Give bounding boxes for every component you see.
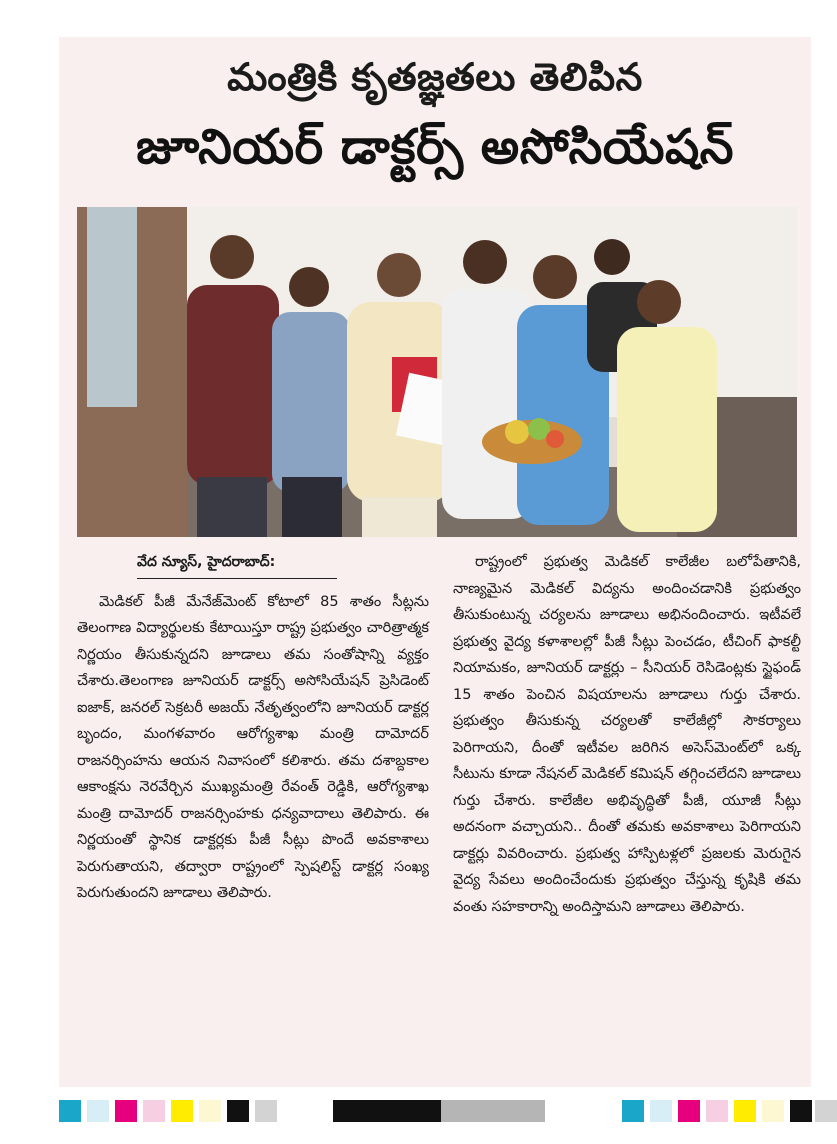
color-swatch-yellow [734,1100,756,1122]
newspaper-clipping [59,37,811,1087]
color-swatch-black [790,1100,812,1122]
headline-line-2: జూనియర్ డాక్టర్స్ అసోసియేషన్ [136,119,734,175]
color-swatch-gray [815,1100,837,1122]
article-column-2 [453,549,801,920]
article-paragraph-1: మెడికల్ పీజీ మేనేజ్‌మెంట్ కోటాలో 85 శాతం సీట్లను తెలంగాణ విద్యార్థులకు కేటాయిస్తూ రాష్ట్ర ప్రభుత్వం చారిత్రాత్మక నిర్ణయం తీసుకున్నదని జూడాలు తమ సంతోషాన్ని వ్యక్తం చేశారు.తెలంగాణ జూనియర్ డాక్టర్స్ అసోసియేషన్ ప్రెసిడెంట్ ఐజాక్, జనరల్ సెక్రటరీ అజయ్ నేతృత్వంలోని జూనియర్ డాక్టర్ల బృందం, మంగళవారం ఆరోగ్యశాఖ మంత్రి దామోదర్ రాజనర్సింహను ఆయన నివాసంలో కలిశారు. తమ దశాబ్దకాల ఆకాంక్షను నెరవేర్చిన ముఖ్యమంత్రి రేవంత్ రెడ్డికి, ఆరోగ్యశాఖ మంత్రి దామోదర్ రాజనర్సింహకు ధన్యవాదాలు తెలిపారు. ఈ నిర్ణయంతో స్థానిక డాక్టర్లకు పీజీ సీట్లు పొందే అవకాశాలు పెరుగుతాయని, తద్వారా రాష్ట్రంలో స్పెషలిస్ట్ డాక్టర్ల సంఖ్య పెరుగుతుందని జూడాలు తెలిపారు. [77,593,429,901]
color-bar-gray [441,1100,545,1122]
color-swatch-light-magenta [143,1100,165,1122]
color-swatch-light-magenta [706,1100,728,1122]
color-swatch-light-cyan [650,1100,672,1122]
color-swatch-cyan [59,1100,81,1122]
color-swatch-magenta [115,1100,137,1122]
article-column-1 [77,549,429,907]
color-swatch-light-yellow [762,1100,784,1122]
color-swatch-yellow [171,1100,193,1122]
color-swatch-cyan [622,1100,644,1122]
color-swatch-magenta [678,1100,700,1122]
dateline: వేద న్యూస్, హైదరాబాద్: [137,549,337,579]
color-swatch-light-cyan [87,1100,109,1122]
article-paragraph-2: రాష్ట్రంలో ప్రభుత్వ మెడికల్ కాలేజీల బలోపేతానికి, నాణ్యమైన మెడికల్ విద్యను అందించడానికి ప్రభుత్వం తీసుకుంటున్న చర్యలను జూడాలు అభినందించారు. ఇటీవలే ప్రభుత్వ వైద్య కళాశాలల్లో పీజీ సీట్లు పెంచడం, టీచింగ్ ఫాకల్టీ నియామకం, జూనియర్ డాక్టర్లు – సీనియర్ రెసిడెంట్లకు స్టైఫండ్ 15 శాతం పెంచిన విషయాలను జూడాలు గుర్తు చేశారు. ప్రభుత్వం తీసుకున్న చర్యలతో కాలేజీల్లో సౌకర్యాలు పెరిగాయని, దీంతో ఇటీవల జరిగిన అసెస్‌మెంట్‌లో ఒక్క సీటును కూడా నేషనల్ మెడికల్ కమిషన్ తగ్గించలేదని జూడాలు గుర్తు చేశారు. కాలేజీల అభివృద్ధితో పీజీ, యూజీ సీట్లు అదనంగా వచ్చాయని.. దీంతో తమకు అవకాశాలు పెరిగాయని డాక్టర్లు వివరించారు. ప్రభుత్వ హాస్పిటళ్లలో ప్రజలకు మెరుగైన వైద్య సేవలు అందించేందుకు ప్రభుత్వం చేస్తున్న కృషికి తమ వంతు సహకారాన్ని అందిస్తామని జూడాలు తెలిపారు. [453,554,801,915]
color-swatch-light-yellow [199,1100,221,1122]
news-photo [77,207,797,537]
color-bar-black [333,1100,441,1122]
headline-line-1: మంత్రికి కృతజ్ఞతలు తెలిపిన [227,55,643,99]
color-swatch-black [227,1100,249,1122]
color-swatch-gray [255,1100,277,1122]
